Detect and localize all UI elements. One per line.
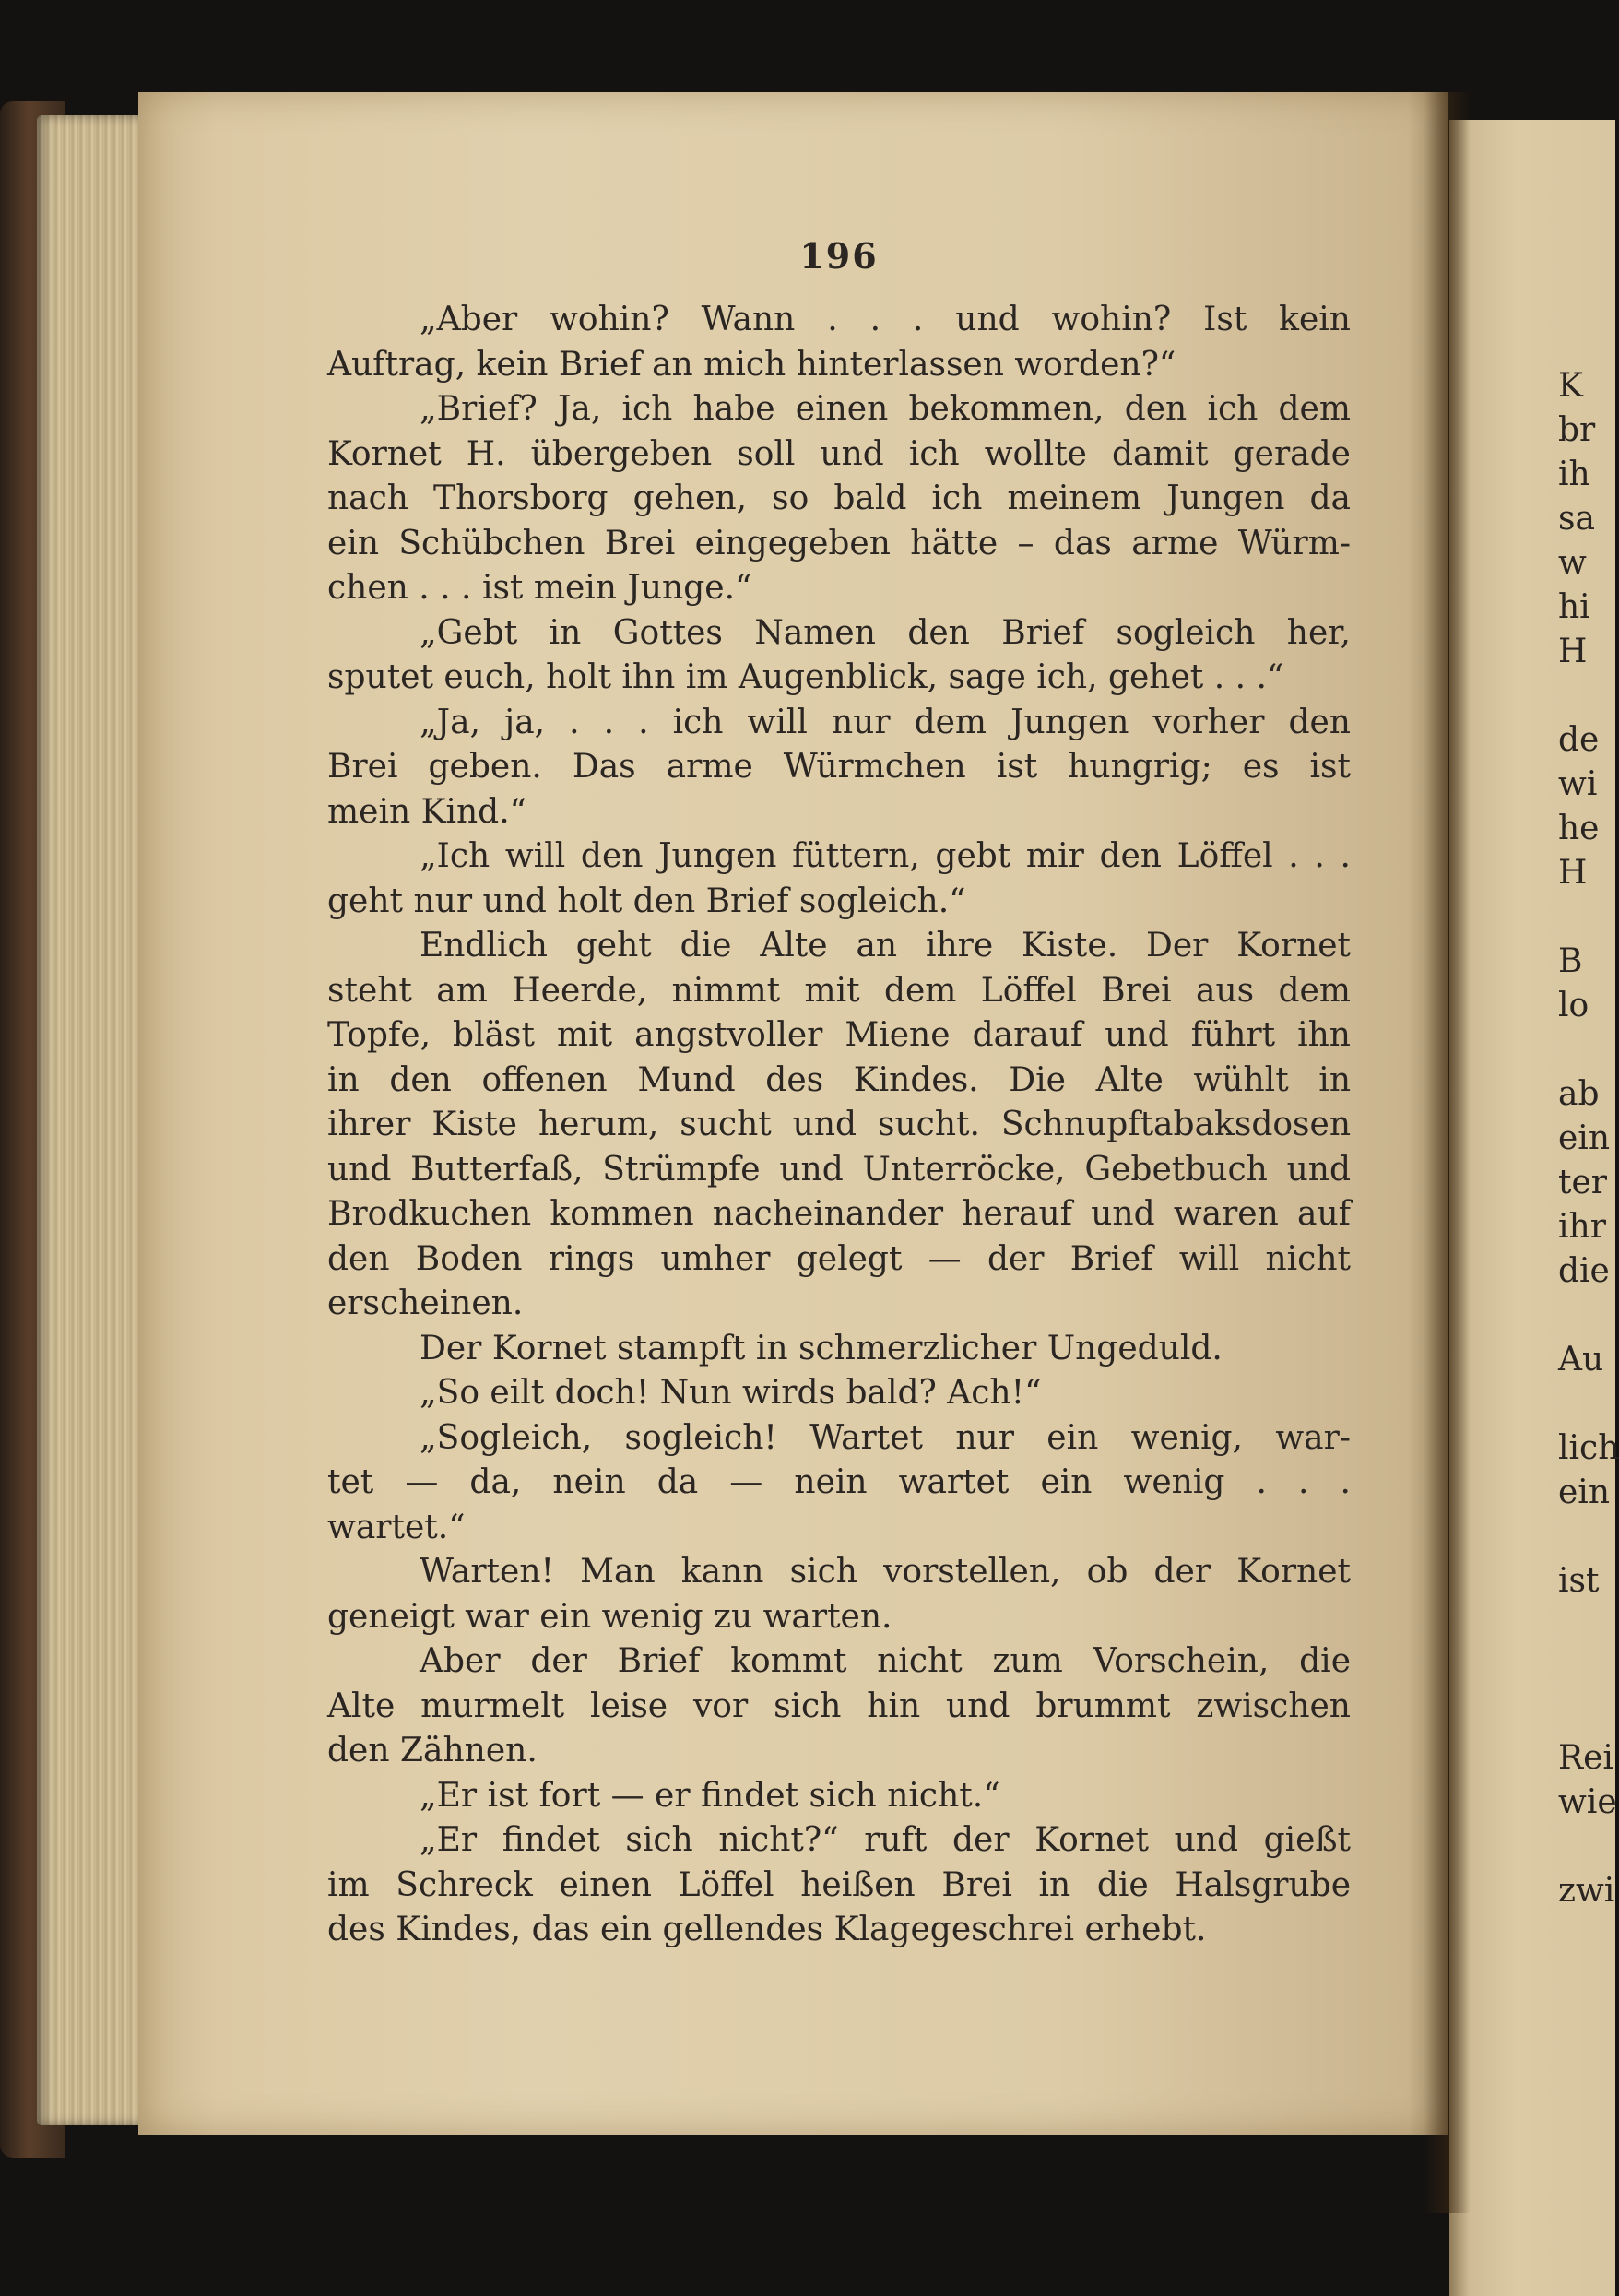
right-page-fragment: lich	[1558, 1429, 1619, 1467]
right-page-fragment: H	[1558, 854, 1588, 892]
right-page-fragment: B	[1558, 942, 1583, 980]
right-page-fragment	[1558, 674, 1613, 718]
text-line: geht nur und holt den Brief sogleich.“	[327, 882, 966, 920]
right-page-fragment: die	[1558, 1252, 1610, 1290]
right-page-fragment: sa	[1558, 500, 1595, 538]
right-page-fragment: ter	[1558, 1164, 1607, 1201]
right-page-fragment: ein	[1558, 1473, 1611, 1511]
text-line: Aber der Brief kommt nicht zum Vorschein, die	[420, 1642, 1351, 1680]
text-lines	[327, 298, 1351, 1953]
text-line: Endlich geht die Alte an ihre Kiste. Der Kornet	[420, 927, 1351, 965]
right-page-fragment: ein	[1558, 1119, 1611, 1157]
right-page-fragment: br	[1558, 411, 1596, 449]
right-page-fragment: Au	[1558, 1341, 1604, 1379]
text-line: mein Kind.“	[327, 792, 527, 831]
text-line: im Schreck einen Löffel heißen Brei in die Halsgrube	[327, 1865, 1351, 1904]
text-line: „Aber wohin? Wann . . . und wohin? Ist kein	[420, 301, 1351, 338]
right-page-fragment: ist	[1558, 1562, 1600, 1600]
right-page-fragment: zwi	[1558, 1872, 1615, 1910]
right-page-fragment	[1558, 1648, 1613, 1692]
text-line: geneigt war ein wenig zu warten.	[327, 1597, 892, 1636]
right-page-fragment	[1558, 1604, 1613, 1648]
right-page-fragment: Rei	[1558, 1739, 1613, 1777]
right-page-fragment	[1558, 1515, 1613, 1559]
text-line: Alte murmelt leise vor sich hin und brummt zwischen	[327, 1686, 1351, 1725]
book-gutter	[1424, 92, 1471, 2213]
text-line: ein Schübchen Brei eingegeben hätte – das arme Würm-	[327, 524, 1351, 562]
text-line: „So eilt doch! Nun wirds bald? Ach!“	[420, 1374, 1042, 1412]
right-page-fragment: he	[1558, 810, 1600, 847]
text-line: „Er findet sich nicht?“ ruft der Kornet und gießt	[420, 1821, 1351, 1859]
text-line: tet — da, nein da — nein wartet ein wenig . . .	[327, 1463, 1351, 1501]
text-line: „Brief? Ja, ich habe einen bekommen, den ich dem	[420, 390, 1351, 428]
right-page-text-fragments	[1558, 364, 1619, 1913]
right-page-fragment: H	[1558, 633, 1588, 670]
text-line: erscheinen.	[327, 1284, 524, 1322]
text-line: den Boden rings umher gelegt — der Brief will nicht	[327, 1239, 1351, 1278]
text-line: steht am Heerde, nimmt mit dem Löffel Brei aus dem	[327, 971, 1351, 1010]
text-line: des Kindes, das ein gellendes Klagegeschrei erhebt.	[327, 1911, 1207, 1948]
text-line: sputet euch, holt ihn im Augenblick, sage ich, gehet . . .“	[327, 658, 1284, 696]
right-page-fragment: wie	[1558, 1783, 1617, 1821]
text-line: ihrer Kiste herum, sucht und sucht. Schnupftabaksdosen	[327, 1106, 1351, 1143]
text-line: chen . . . ist mein Junge.“	[327, 569, 752, 607]
right-page-fragment: ihr	[1558, 1208, 1606, 1246]
right-page-fragment: K	[1558, 367, 1583, 405]
text-line: „Gebt in Gottes Namen den Brief sogleich her,	[420, 613, 1351, 652]
right-page-fragment	[1558, 1382, 1613, 1426]
text-line: „Er ist fort — er findet sich nicht.“	[420, 1776, 1000, 1815]
right-page-fragment	[1558, 1692, 1613, 1736]
right-page-fragment: ab	[1558, 1075, 1600, 1113]
page-number: 196	[799, 235, 879, 277]
right-page-fragment: ih	[1558, 456, 1590, 493]
text-line: wartet.“	[327, 1508, 466, 1546]
right-page-fragment	[1558, 1028, 1613, 1072]
text-line: und Butterfaß, Strümpfe und Unterröcke, Gebetbuch und	[327, 1150, 1351, 1189]
text-line: „Sogleich, sogleich! Wartet nur ein wenig, war-	[420, 1418, 1351, 1457]
text-line: Topfe, bläst mit angstvoller Miene darauf und führt ihn	[327, 1016, 1351, 1054]
right-page-fragment: w	[1558, 544, 1587, 582]
text-line: Warten! Man kann sich vorstellen, ob der Kornet	[420, 1553, 1351, 1591]
text-line: Auftrag, kein Brief an mich hinterlassen worden?“	[327, 345, 1176, 384]
right-page-fragment: lo	[1558, 987, 1589, 1024]
right-page-fragment	[1558, 1294, 1613, 1338]
text-line: Der Kornet stampft in schmerzlicher Ungeduld.	[420, 1329, 1223, 1367]
right-page-fragment: hi	[1558, 588, 1590, 626]
text-line: in den offenen Mund des Kindes. Die Alte wühlt in	[327, 1060, 1351, 1099]
right-page-fragment	[1558, 895, 1613, 940]
text-line: Kornet H. übergeben soll und ich wollte damit gerade	[327, 434, 1351, 473]
text-line: „Ich will den Jungen füttern, gebt mir den Löffel . . .	[420, 837, 1351, 875]
right-page-fragment	[1558, 1825, 1613, 1869]
text-line: Brei geben. Das arme Würmchen ist hungrig; es ist	[327, 748, 1351, 786]
right-page-fragment: de	[1558, 721, 1600, 759]
right-page-fragment: wi	[1558, 765, 1598, 803]
text-line: den Zähnen.	[327, 1732, 538, 1769]
text-line: Brodkuchen kommen nacheinander herauf und waren auf	[327, 1195, 1351, 1233]
text-line: „Ja, ja, . . . ich will nur dem Jungen vorher den	[420, 703, 1351, 741]
text-line: nach Thorsborg gehen, so bald ich meinem Jungen da	[327, 479, 1351, 517]
